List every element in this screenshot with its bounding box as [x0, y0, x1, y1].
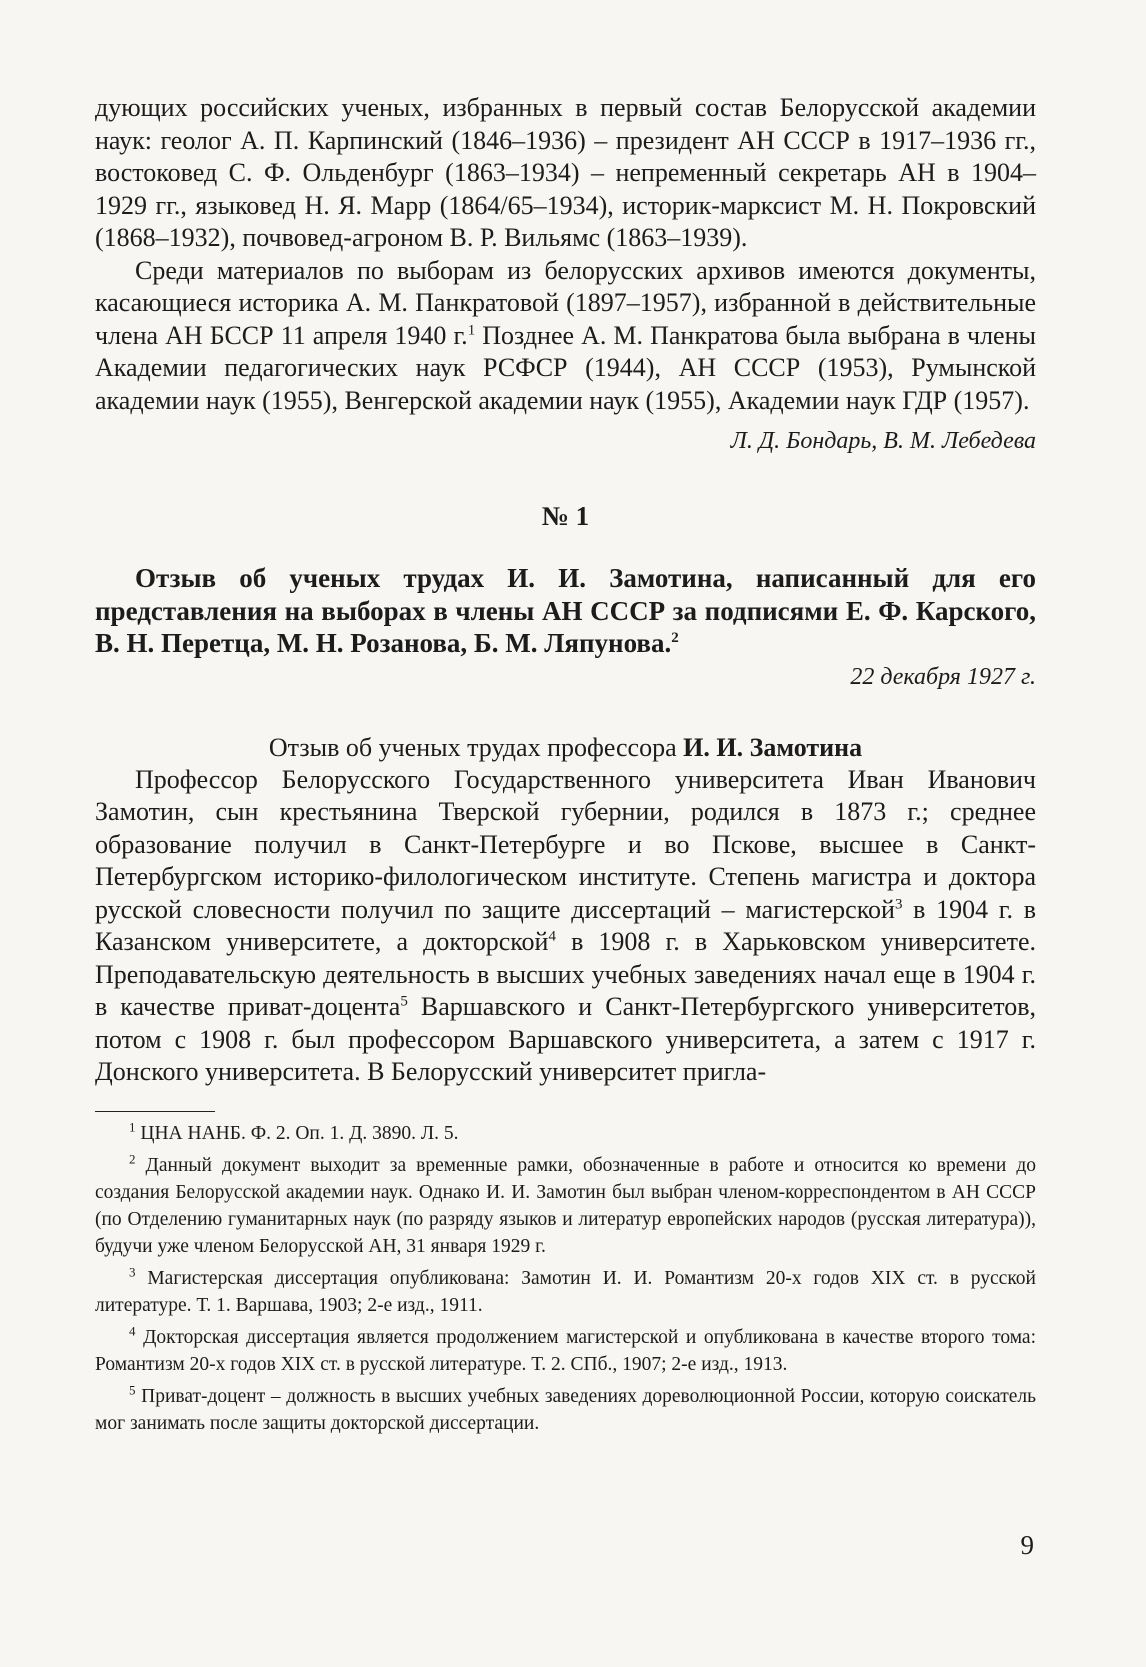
footnote-ref-3[interactable]: 3 — [894, 895, 903, 912]
document-number: № 1 — [541, 501, 590, 531]
footnote-5 — [95, 1383, 1036, 1437]
document-title — [95, 562, 1036, 660]
footnote-number: 4 — [129, 1323, 136, 1338]
text-column — [95, 92, 1036, 1442]
footnote-ref-5[interactable]: 5 — [400, 993, 408, 1010]
paragraph-text: дующих российских ученых, избранных в первый состав Белорусской академии наук: геолог А. П. Карпинский (1846–1936) – президент АН СССР в 1917–1936 гг., востоковед С. Ф. Ольденбург (1863–1934) – непременный секретарь АН в 1904–1929 гг., языковед Н. Я. Марр (1864/65–1934), историк-марксист М. Н. Покровский (1868–1932), почвовед-агроном В. Р. Вильямс (1863–1939). — [95, 93, 1036, 252]
paragraph-text: Среди материалов по выборам из белорусских архивов имеются документы, касающиеся историка А. М. Панкратовой (1897–1957), избранной в действительные члена АН БССР 11 апреля 1940 г. — [95, 255, 1036, 350]
paragraph-text: в 1908 г. в Харьковском университете. Преподавательскую деятельность в высших учебных заведениях начал еще в 1904 г. в качестве приват-доцента — [95, 927, 1036, 1021]
review-heading-text: Отзыв об ученых трудах профессора — [268, 732, 684, 762]
footnote-text: Данный документ выходит за временные рамки, обозначенные в работе и относится ко времени до создания Белорусской академии наук. Однако И. И. Замотин был выбран членом-корреспондентом в АН СССР (по Отделению гуманитарных наук (по разряду языков и литератур европейских народов (русская литература)), будучи уже членом Белорусской АН, 31 января 1929 г. — [95, 1154, 1037, 1257]
footnote-number: 3 — [129, 1264, 136, 1279]
page-number: 9 — [1020, 1530, 1034, 1560]
footnote-number: 1 — [129, 1119, 136, 1134]
footnote-ref-2[interactable]: 2 — [671, 630, 679, 646]
footnote-divider — [95, 1111, 215, 1112]
footnotes — [95, 1120, 1036, 1437]
footnote-1 — [95, 1120, 1036, 1147]
footnote-text: Магистерская диссертация опубликована: Замотин И. И. Романтизм 20-х годов XIX ст. в русской литературе. Т. 1. Варшава, 1903; 2-е изд., 1911. — [95, 1267, 1036, 1316]
footnote-text: ЦНА НАНБ. Ф. 2. Оп. 1. Д. 3890. Л. 5. — [140, 1122, 459, 1144]
paragraph-text: в 1904 г. в Казанском университете, а докторской — [95, 894, 1036, 956]
footnote-ref-4[interactable]: 4 — [548, 928, 556, 945]
footnote-4 — [95, 1324, 1036, 1378]
paragraph-text: Позднее А. М. Панкратова была выбрана в члены Академии педагогических наук РСФСР (1944), АН СССР (1953), Румынской академии наук (1955), Венгерской академии наук (1955), Академии наук ГДР (1957). — [95, 320, 1036, 415]
footnote-number: 2 — [129, 1151, 136, 1166]
paragraph-text: Варшавского и Санкт-Петербургского университетов, потом с 1908 г. был профессором Варшавского университета, а затем с 1917 г. Донского университета. В Белорусский университет пригла- — [95, 992, 1036, 1086]
authors-signature: Л. Д. Бондарь, В. М. Лебедева — [730, 428, 1036, 454]
footnote-text: Приват-доцент – должность в высших учебных заведениях дореволюционной России, которую соискатель мог занимать после защиты докторской диссертации. — [95, 1385, 1036, 1434]
footnote-number: 5 — [129, 1382, 136, 1397]
footnote-2 — [95, 1152, 1036, 1260]
paragraph-text: Профессор Белорусского Государственного университета Иван Иванович Замотин, сын крестьянина Тверской губернии, родился в 1873 г.; среднее образование получил в Санкт-Петербурге и во Пскове, высшее в Санкт-Петербургском историко-филологическом институте. Степень магистра и доктора русской словесности получил по защите диссертаций – магистерской — [95, 764, 1036, 924]
intro-paragraph-2 — [95, 255, 1036, 418]
review-heading — [95, 732, 1036, 764]
intro-paragraph-1 — [95, 92, 1036, 255]
footnote-3 — [95, 1265, 1036, 1319]
footnote-text: Докторская диссертация является продолжением магистерской и опубликована в качестве второго тома: Романтизм 20-х годов XIX ст. в русской литературе. Т. 2. СПб., 1907; 2-е изд., 1913. — [95, 1326, 1037, 1375]
footnote-ref-1[interactable]: 1 — [467, 321, 476, 338]
review-heading-name: И. И. Замотина — [683, 732, 863, 762]
document-date: 22 декабря 1927 г. — [850, 663, 1036, 690]
document-title-text: Отзыв об ученых трудах И. И. Замотина, написанный для его представления на выборах в члены АН СССР за подписями Е. Ф. Карского, В. Н. Перетца, М. Н. Розанова, Б. М. Ляпунова. — [95, 563, 1036, 658]
review-paragraph — [95, 764, 1036, 1089]
